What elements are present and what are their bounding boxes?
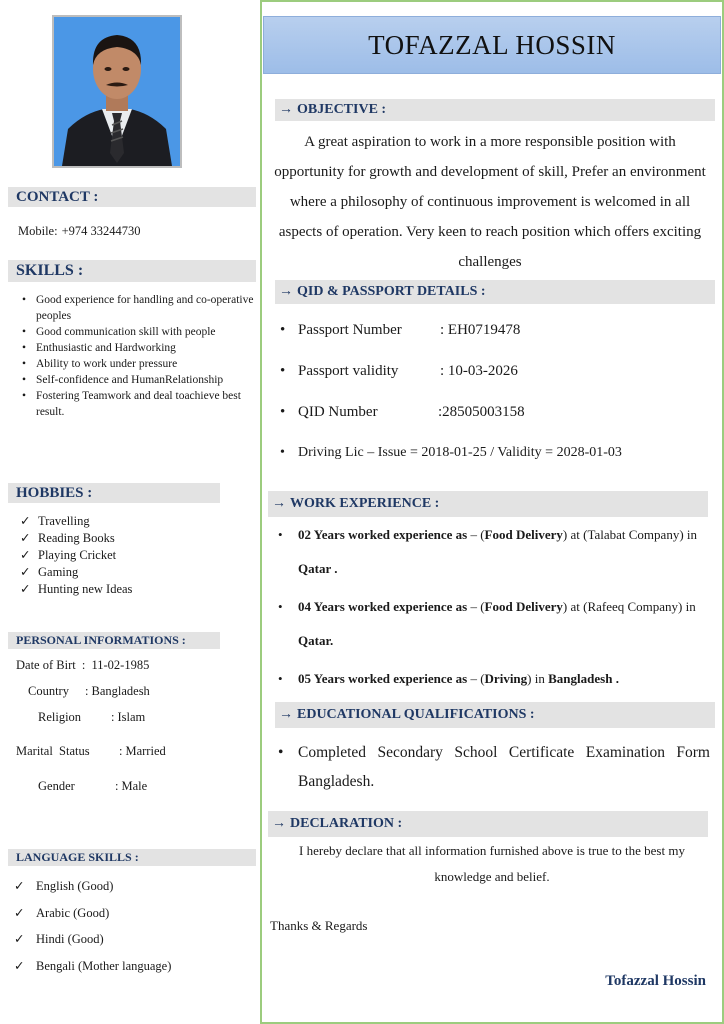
skill-item: • Self-confidence and HumanRelationship [20,372,256,388]
work-company: at (Talabat Company) in [570,527,698,542]
driving-licence-item: • Driving Lic – Issue = 2018-01-25 / Validity = 2028-01-03 [280,435,710,476]
qid-passport-heading [275,280,715,304]
declaration-text: I hereby declare that all information furnished above is true to the best my knowledge and belief. [299,843,685,884]
objective-heading [275,99,715,121]
objective-text: A great aspiration to work in a more responsible position with opportunity for growth and development of skill, Prefer an environment where a philosophy of continuous improvement is welcomed in all aspects of operation. Very keen to reach position which offers exciting challenges [274,134,706,270]
mobile-value: +974 33244730 [61,224,141,238]
work-experience-heading-label: WORK EXPERIENCE : [290,496,440,511]
language-skills-heading: LANGUAGE SKILLS : [8,849,256,866]
country-label: Country [28,684,69,698]
passport-validity-item: • Passport validity : 10-03-2026 [280,353,710,394]
passport-number-item: • Passport Number : EH0719478 [280,312,710,353]
arrow-right-icon: → [279,707,293,722]
work-company: in [534,671,545,686]
education-heading-label: EDUCATIONAL QUALIFICATIONS : [297,707,535,722]
work-item: • 04 Years worked experience as – (Food Delivery) at (Rafeeq Company) in Qatar. [278,590,710,658]
work-years: 04 Years worked experience as [298,599,468,614]
person-portrait-icon [54,17,180,166]
mobile-label: Mobile: [18,224,58,238]
qid-number-value: 28505003158 [442,404,525,420]
hobby-label: Reading Books [38,531,115,545]
checkmark-icon: ✓ [14,905,25,920]
arrow-right-icon: → [279,284,293,299]
hobby-item [20,530,132,547]
passport-validity-label: Passport validity [298,363,399,379]
personal-info-row: Religion : Islam [38,710,146,724]
checkmark-icon: ✓ [20,531,31,545]
personal-info-row: Country : Bangladesh [28,684,150,698]
language-list [14,873,171,979]
skill-item: • Good experience for handling and co-operative peoples [20,292,256,324]
work-years: 02 Years worked experience as [298,527,468,542]
work-item: • 02 Years worked experience as – (Food Delivery) at (Talabat Company) in Qatar . [278,518,710,586]
work-place: Qatar. [298,633,334,648]
marital-status-label: Marital Status [16,744,90,758]
gender-value: Male [121,779,148,793]
language-item [14,900,171,927]
gender-label: Gender [38,779,75,793]
sidebar [0,0,260,1024]
language-item [14,953,171,980]
work-place: Qatar . [298,561,338,576]
checkmark-icon: ✓ [14,932,25,946]
skills-heading: SKILLS : [8,260,256,282]
name-banner: TOFAZZAL HOSSIN [263,16,721,74]
dob-value: 11-02-1985 [91,658,150,672]
education-item: • Completed Secondary School Certificate Examination Form Bangladesh. [278,738,710,796]
language-item [14,873,171,900]
checkmark-icon: ✓ [20,514,31,528]
declaration-heading [268,811,708,837]
qid-number-label: QID Number [298,404,378,420]
work-years: 05 Years worked experience as [298,671,468,686]
hobby-label: Travelling [38,514,90,528]
country-value: Bangladesh [91,684,150,698]
skill-item: • Fostering Teamwork and deal toachieve best result. [20,388,256,420]
checkmark-icon: ✓ [14,958,25,973]
marital-status-value: Married [125,744,166,758]
arrow-right-icon: → [272,816,286,831]
work-company: at (Rafeeq Company) in [570,599,696,614]
language-label: Hindi (Good) [36,932,104,946]
passport-number-value: EH0719478 [447,322,521,338]
checkmark-icon: ✓ [20,582,31,596]
hobby-item [20,581,132,598]
hobby-item [20,547,132,564]
qid-passport-list [280,312,710,476]
skill-item: • Good communication skill with people [20,324,256,340]
work-role: Food Delivery [484,599,563,614]
qid-number-item: • QID Number :28505003158 [280,394,710,435]
objective-heading-label: OBJECTIVE : [297,102,387,117]
personal-info-row: Gender : Male [38,779,148,793]
skill-item: • Enthusiastic and Hardworking [20,340,256,356]
hobbies-list [20,513,132,598]
language-label: Bengali (Mother language) [36,958,172,973]
work-role: Food Delivery [484,527,563,542]
personal-info-row: Date of Birt : 11-02-1985 [16,658,150,672]
hobbies-heading: HOBBIES : [8,483,220,503]
signature-name: Tofazzal Hossin [605,973,706,989]
hobby-item [20,564,132,581]
work-experience-list [278,518,710,700]
contact-heading: CONTACT : [8,187,256,207]
profile-photo [52,15,182,168]
education-heading [275,702,715,728]
work-item: • 05 Years worked experience as – (Driving) in Bangladesh . [278,662,710,696]
work-place: Bangladesh . [548,671,619,686]
skill-item: • Ability to work under pressure [20,356,256,372]
checkmark-icon: ✓ [14,879,25,893]
religion-value: Islam [117,710,146,724]
dob-label: Date of Birt [16,658,76,672]
mobile-number [18,224,145,239]
arrow-right-icon: → [272,496,286,511]
passport-validity-value: 10-03-2026 [447,363,518,379]
personal-info-heading: PERSONAL INFORMATIONS : [8,632,220,649]
hobby-label: Playing Cricket [38,548,117,562]
work-role: Driving [484,671,528,686]
education-list [278,738,710,796]
checkmark-icon: ✓ [20,548,31,562]
personal-info-row: Marital Status : Married [16,744,166,758]
arrow-right-icon: → [279,102,293,117]
language-label: Arabic (Good) [36,905,110,920]
religion-label: Religion [38,710,82,724]
qid-passport-heading-label: QID & PASSPORT DETAILS : [297,284,486,299]
hobby-label: Gaming [38,565,79,579]
work-experience-heading [268,491,708,517]
declaration-heading-label: DECLARATION : [290,816,403,831]
hobby-label: Hunting new Ideas [38,582,133,596]
hobby-item [20,513,132,530]
language-label: English (Good) [36,879,114,893]
language-item [14,926,171,953]
checkmark-icon: ✓ [20,565,31,579]
closing-regards: Thanks & Regards [270,918,368,933]
skills-list [20,292,256,420]
passport-number-label: Passport Number [298,322,402,338]
